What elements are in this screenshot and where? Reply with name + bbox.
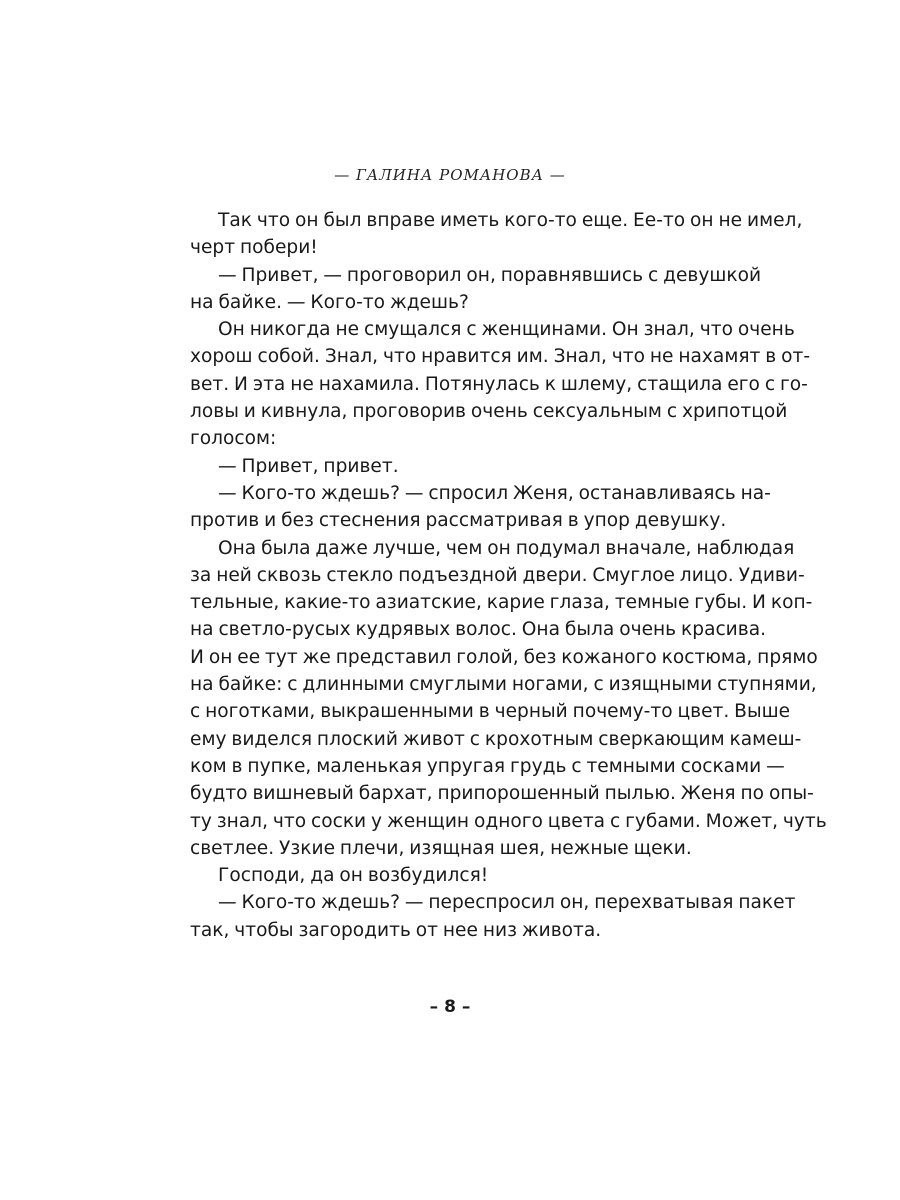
text-line: Господи, да он возбудился! [218,865,489,887]
page-number: – 8 – [429,997,471,1017]
paragraph [190,862,750,889]
text-line: на байке: с длинными смуглыми ногами, с изящными ступнями, [190,674,817,696]
text-line: светлее. Узкие плечи, изящная шея, нежные щеки. [190,837,692,859]
text-line: вет. И эта не нахамила. Потянулась к шлему, стащила его с го- [190,373,808,395]
text-line: ему виделся плоский живот с крохотным сверкающим камеш- [190,728,802,750]
paragraph [190,453,750,480]
paragraph [190,480,771,535]
text-line: — Кого-то ждешь? — спросил Женя, останавливаясь на- [218,482,771,504]
text-line: с ноготками, выкрашенными в черный почему-то цвет. Выше [190,701,791,723]
paragraph [190,262,762,317]
text-line: — Кого-то ждешь? — переспросил он, перехватывая пакет [218,892,796,914]
text-line: — Привет, — проговорил он, поравнявшись с девушкой [218,264,762,286]
text-line: Так что он был вправе иметь кого-то еще. Ее-то он не имел, [218,210,803,231]
text-line: хорош собой. Знал, что нравится им. Знал, что не нахамят в от- [190,346,811,368]
text-line: ловы и кивнула, проговорив очень сексуальным с хрипотцой [190,401,788,423]
text-line: И он ее тут же представил голой, без кожаного костюма, прямо [190,646,818,668]
paragraph [190,316,811,452]
text-line: будто вишневый бархат, припорошенный пылью. Женя по опы- [190,783,814,805]
body-text [190,207,827,944]
text-line: за ней сквозь стекло подъездной двери. Смуглое лицо. Удиви- [190,564,805,586]
text-line: Он никогда не смущался с женщинами. Он знал, что очень [218,319,795,341]
text-line: ком в пупке, маленькая упругая грудь с темными сосками — [190,755,785,777]
text-line: на байке. — Кого-то ждешь? [190,291,469,313]
paragraph [190,889,796,944]
text-line: Она была даже лучше, чем он подумал вначале, наблюдая [218,537,795,559]
text-line: на светло-русых кудрявых волос. Она была очень красива. [190,619,767,641]
paragraph [190,535,827,863]
running-header: — ГАЛИНА РОМАНОВА — [334,166,566,184]
paragraph [190,207,803,262]
text-line: против и без стеснения рассматривая в упор девушку. [190,510,727,532]
text-line: черт побери! [190,237,318,259]
text-line: так, чтобы загородить от нее низ живота. [190,919,602,941]
text-line: — Привет, привет. [218,455,399,477]
text-line: тельные, какие-то азиатские, карие глаза, темные губы. И коп- [190,592,813,614]
text-line: ту знал, что соски у женщин одного цвета с губами. Может, чуть [190,810,827,832]
text-line: голосом: [190,428,277,450]
